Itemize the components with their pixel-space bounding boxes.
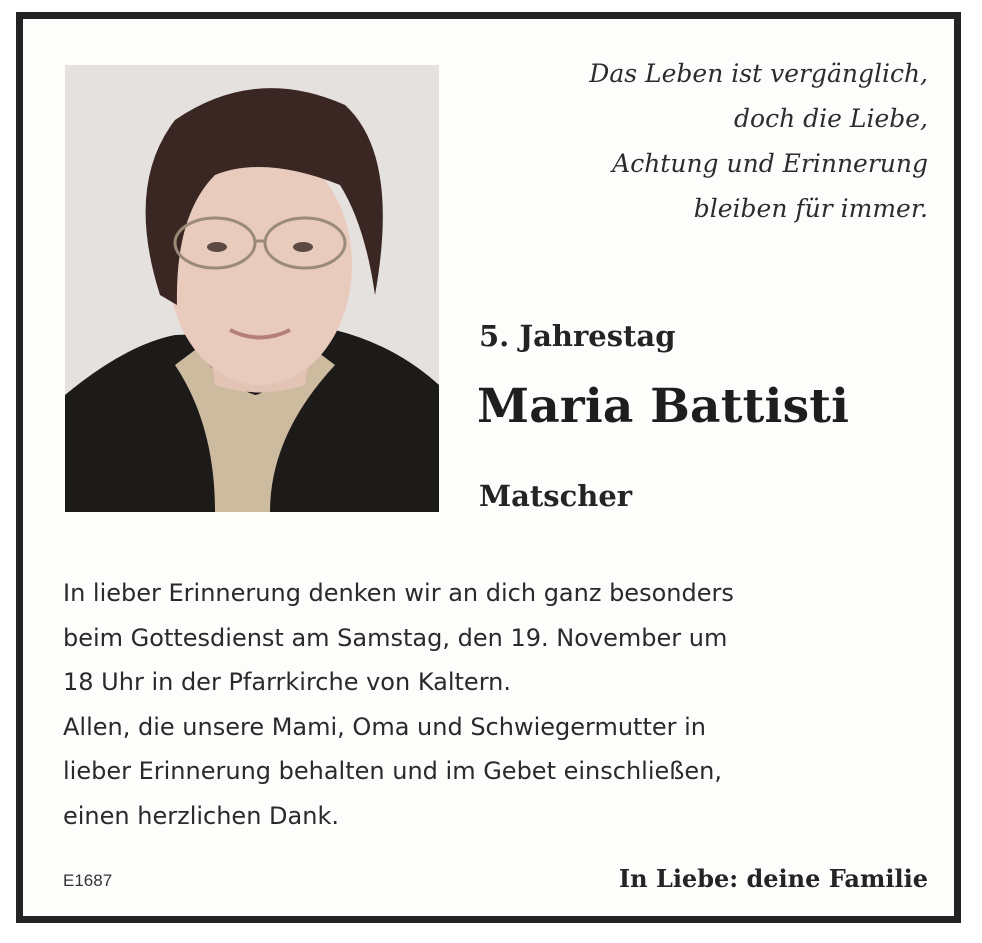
family-signature: In Liebe: deine Familie bbox=[618, 864, 928, 893]
quote-line: Das Leben ist vergänglich, bbox=[589, 59, 928, 88]
message-line: In lieber Erinnerung denken wir an dich ganz besonders bbox=[63, 579, 734, 607]
quote-line: bleiben für immer. bbox=[693, 194, 928, 223]
quote-line: doch die Liebe, bbox=[734, 104, 928, 133]
memorial-message bbox=[63, 571, 734, 838]
maiden-name: Matscher bbox=[479, 479, 633, 513]
anniversary-label: 5. Jahrestag bbox=[479, 319, 676, 353]
portrait-image bbox=[65, 65, 439, 512]
message-line: lieber Erinnerung behalten und im Gebet einschließen, bbox=[63, 757, 722, 785]
portrait-photo bbox=[65, 65, 439, 512]
deceased-name: Maria Battisti bbox=[477, 379, 850, 434]
message-line: beim Gottesdienst am Samstag, den 19. November um bbox=[63, 623, 728, 652]
quote-line: Achtung und Erinnerung bbox=[612, 149, 928, 178]
memorial-card bbox=[16, 12, 961, 923]
memorial-quote bbox=[589, 51, 928, 231]
message-line: Allen, die unsere Mami, Oma und Schwiegermutter in bbox=[63, 712, 707, 741]
reference-code: E1687 bbox=[63, 871, 113, 890]
message-line: einen herzlichen Dank. bbox=[63, 801, 339, 830]
message-line: 18 Uhr in der Pfarrkirche von Kaltern. bbox=[63, 668, 511, 696]
